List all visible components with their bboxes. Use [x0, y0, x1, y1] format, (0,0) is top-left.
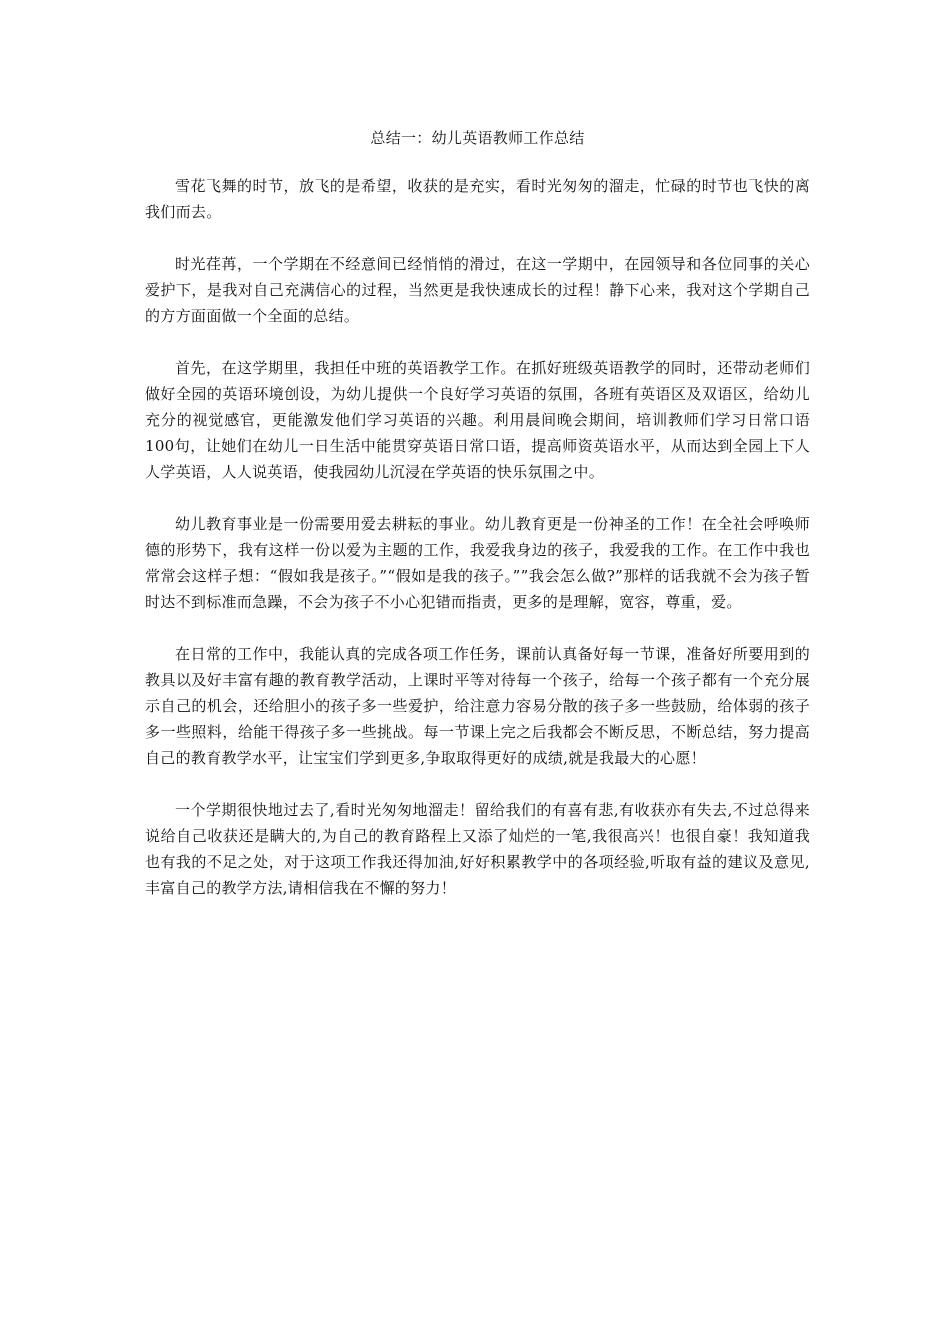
paragraph-teaching-work: 首先，在这学期里，我担任中班的英语教学工作。在抓好班级英语教学的同时，还带动老师们做好全园的英语环境创设，为幼儿提供一个良好学习英语的氛围，各班有英语区及双语区，给幼儿充分的视觉感官，更能激发他们学习英语的兴趣。利用晨间晚会期间，培训教师们学习日常口语100句，让她们在幼儿一日生活中能贯穿英语日常口语，提高师资英语水平，从而达到全园上下人人学英语，人人说英语，使我园幼儿沉浸在学英语的快乐氛围之中。 — [145, 359, 810, 481]
paragraph-semester: 时光荏苒，一个学期在不经意间已经悄悄的滑过，在这一学期中，在园领导和各位同事的关心爱护下，是我对自己充满信心的过程，当然更是我快速成长的过程！静下心来，我对这个学期自己的方方面面做一个全面的总结。 — [145, 255, 810, 325]
paragraph-conclusion: 一个学期很快地过去了,看时光匆匆地溜走！留给我们的有喜有悲,有收获亦有失去,不过总得来说给自己收获还是瞒大的,为自己的教育路程上又添了灿烂的一笔,我很高兴！也很自豪！我知道我也有我的不足之处，对于这项工作我还得加油,好好积累教学中的各项经验,听取有益的建议及意见,丰富自己的教学方法,请相信我在不懈的努力！ — [145, 801, 810, 897]
paragraph-love-education: 幼儿教育事业是一份需要用爱去耕耘的事业。幼儿教育更是一份神圣的工作！在全社会呼唤师德的形势下，我有这样一份以爱为主题的工作，我爱我身边的孩子，我爱我的工作。在工作中我也常常会这样子想：“假如我是孩子。”“假如是我的孩子。””我会怎么做?”那样的话我就不会为孩子暂时达不到标准而急躁，不会为孩子不小心犯错而指责，更多的是理解，宽容，尊重，爱。 — [145, 515, 810, 611]
document-page — [145, 125, 810, 927]
document-title: 总结一：幼儿英语教师工作总结 — [370, 129, 585, 147]
paragraph-daily-work: 在日常的工作中，我能认真的完成各项工作任务，课前认真备好每一节课，准备好所要用到的教具以及好丰富有趣的教育教学活动，上课时平等对待每一个孩子，给每一个孩子都有一个充分展示自己的机会，还给胆小的孩子多一些爱护，给注意力容易分散的孩子多一些鼓励，给体弱的孩子多一些照料，给能干得孩子多一些挑战。每一节课上完之后我都会不断反思，不断总结，努力提高自己的教育教学水平，让宝宝们学到更多,争取取得更好的成绩,就是我最大的心愿！ — [145, 645, 810, 767]
paragraph-intro: 雪花飞舞的时节，放飞的是希望，收获的是充实，看时光匆匆的溜走，忙碌的时节也飞快的离我们而去。 — [145, 177, 810, 221]
